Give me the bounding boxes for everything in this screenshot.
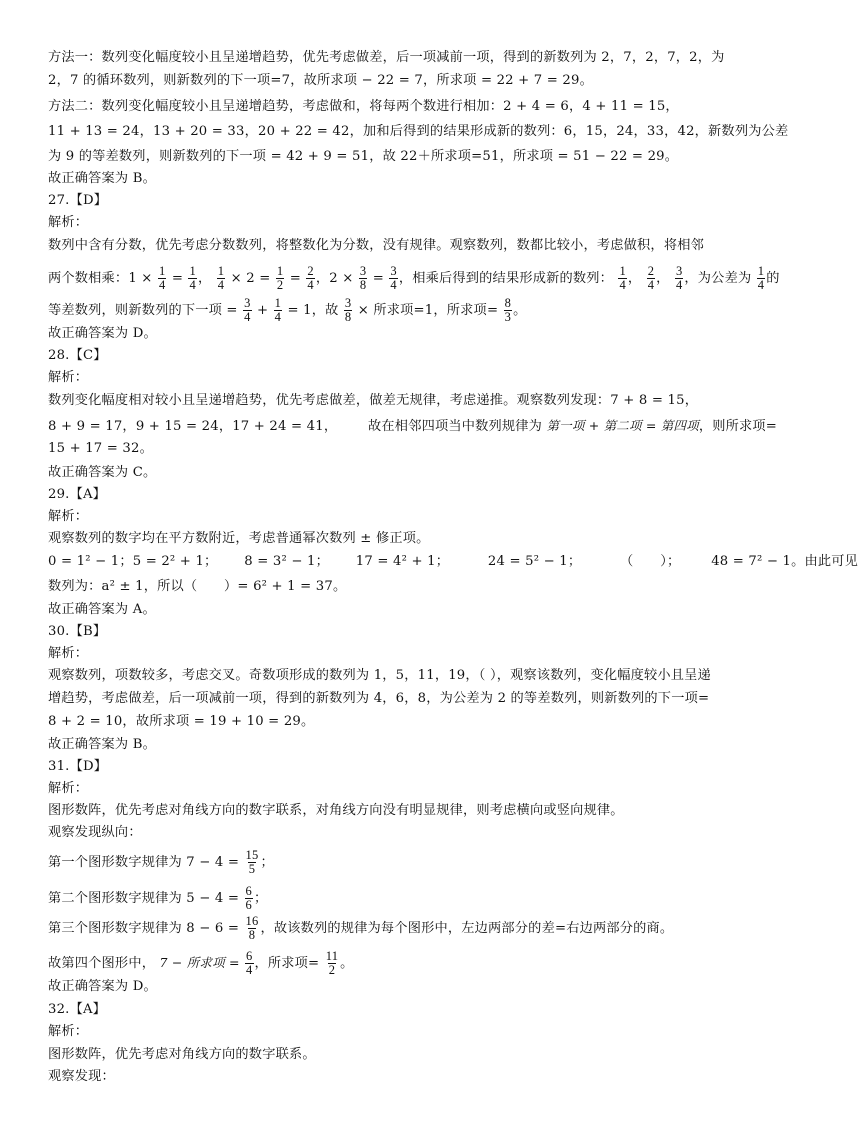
formula-text: 。	[513, 303, 527, 318]
answer-line: 故正确答案为 B。	[48, 737, 156, 752]
text-line: 观察数列的数字均在平方数附近，考虑普通幂次数列 ± 修正项。	[48, 531, 430, 546]
text-line: 数列为：a² ± 1，所以（ ）= 6² + 1 = 37。	[48, 579, 347, 594]
handwritten-formula: 第一项 + 第二项 = 第四项	[546, 418, 699, 433]
formula-text: ，为公差为	[684, 271, 752, 286]
answer-line: 故正确答案为 C。	[48, 465, 157, 480]
question-number: 31.【D】	[48, 759, 108, 774]
formula-text: 的	[766, 271, 780, 286]
formula-text: ，	[197, 271, 212, 286]
answer-line: 故正确答案为 A。	[48, 602, 156, 617]
question-number: 32.【A】	[48, 1002, 107, 1017]
fraction: $\frac{3}{4}$	[675, 264, 683, 292]
fraction: $\frac{1}{4}$	[757, 264, 765, 292]
analysis-label: 解析：	[48, 781, 89, 796]
fraction: $\frac{1}{2}$	[276, 264, 284, 292]
answer-line: 故正确答案为 B。	[48, 171, 156, 186]
fraction: $\frac{6}{6}$	[245, 884, 252, 912]
text-line: 8 + 2 = 10，故所求项 = 19 + 10 = 29。	[48, 714, 315, 729]
formula-text: +	[256, 303, 269, 318]
text-line: 观察数列，项数较多，考虑交叉。奇数项形成的数列为 1，5，11，19，（ ），观察该数列，变化幅度较小且呈递	[48, 668, 711, 683]
formula-text: ，则所求项=	[698, 419, 778, 434]
formula-text: 两个数相乘：1 ×	[48, 271, 153, 286]
formula-text: 17 = 4² + 1；	[355, 554, 450, 569]
formula-text: 48 = 7² − 1。由此可见	[711, 554, 858, 569]
text-line: 15 + 17 = 32。	[48, 441, 153, 456]
fraction: $\frac{8}{3}$	[504, 296, 512, 324]
answer-line: 故正确答案为 D。	[48, 979, 157, 994]
question-number: 29.【A】	[48, 487, 107, 502]
fraction: $\frac{1}{4}$	[217, 264, 225, 292]
formula-text: ；	[260, 855, 274, 870]
text-line: 图形数阵，优先考虑对角线方向的数字联系，对角线方向没有明显规律，则考虑横向或竖向规律。	[48, 803, 624, 818]
formula-text: 故第四个图形中，	[48, 956, 156, 971]
formula-text: ，	[627, 271, 642, 286]
formula-text: 第一个图形数字规律为 7 − 4 =	[48, 855, 240, 870]
fraction: $\frac{1}{4}$	[274, 296, 282, 324]
fraction: $\frac{3}{8}$	[359, 264, 367, 292]
fraction: $\frac{1}{4}$	[158, 264, 166, 292]
formula-text: × 所求项=1，所求项=	[357, 303, 499, 318]
formula-text: ，	[656, 271, 670, 286]
formula-text: =	[372, 271, 384, 286]
text-line: 2，7 的循环数列，则新数列的下一项=7，故所求项 − 22 = 7，所求项 = 22 + 7 = 29。	[48, 73, 593, 88]
analysis-label: 解析：	[48, 1024, 89, 1039]
question-number: 28.【C】	[48, 348, 107, 363]
text-line: 观察发现纵向：	[48, 825, 142, 840]
fraction: $\frac{16}{8}$	[245, 914, 259, 942]
formula-line	[48, 882, 760, 916]
fraction: $\frac{6}{4}$	[246, 949, 253, 977]
text-line: 图形数阵，优先考虑对角线方向的数字联系。	[48, 1047, 316, 1062]
formula-line	[48, 551, 858, 573]
formula-text: ；	[253, 891, 268, 906]
formula-text: =	[289, 271, 301, 286]
formula-text: × 2 =	[230, 271, 271, 286]
text-line: 数列变化幅度相对较小且呈递增趋势，优先考虑做差，做差无规律，考虑递推。观察数列发现：7 + 8 = 15，	[48, 393, 699, 408]
formula-text: 等差数列，则新数列的下一项 =	[48, 303, 238, 318]
analysis-label: 解析：	[48, 215, 89, 230]
formula-text: =	[171, 271, 184, 286]
analysis-label: 解析：	[48, 646, 89, 661]
formula-text: ，所求项=	[254, 956, 320, 971]
formula-text: 。	[340, 956, 354, 971]
handwritten-formula: 7 − 所求项 =	[159, 955, 240, 970]
fraction: $\frac{2}{4}$	[647, 264, 655, 292]
formula-text: 8 + 9 = 17，9 + 15 = 24，17 + 24 = 41，	[48, 419, 338, 434]
fraction: $\frac{1}{4}$	[189, 264, 196, 292]
formula-text: ，相乘后得到的结果形成新的数列：	[398, 271, 614, 286]
formula-text: = 1，故	[287, 303, 339, 318]
answer-line: 故正确答案为 D。	[48, 326, 157, 341]
text-line: 方法二：数列变化幅度较小且呈递增趋势，考虑做和，将每两个数进行相加：2 + 4 = 6，4 + 11 = 15，	[48, 99, 679, 114]
question-number: 27.【D】	[48, 193, 108, 208]
question-number: 30.【B】	[48, 624, 107, 639]
formula-line	[48, 912, 760, 946]
fraction: $\frac{3}{4}$	[390, 264, 397, 292]
formula-text: （ ）；	[620, 554, 681, 569]
formula-text: 0 = 1² − 1；5 = 2² + 1；	[48, 554, 218, 569]
formula-text: 故在相邻四项当中数列规律为	[368, 419, 543, 434]
fraction: $\frac{11}{2}$	[325, 949, 339, 977]
formula-text: 第二个图形数字规律为 5 − 4 =	[48, 891, 240, 906]
text-line: 为 9 的等差数列，则新数列的下一项 = 42 + 9 = 51，故 22＋所求项=51，所求项 = 51 − 22 = 29。	[48, 149, 679, 164]
formula-text: ，故该数列的规律为每个图形中，左边两部分的差=右边两部分的商。	[260, 921, 674, 936]
analysis-label: 解析：	[48, 509, 89, 524]
formula-text: ，2 ×	[315, 271, 354, 286]
fraction: $\frac{3}{8}$	[344, 296, 352, 324]
fraction: $\frac{15}{5}$	[245, 848, 259, 876]
formula-line	[48, 846, 760, 880]
text-line: 观察发现：	[48, 1069, 115, 1084]
text-line: 增趋势，考虑做差，后一项减前一项，得到的新数列为 4，6，8，为公差为 2 的等差数列，则新数列的下一项=	[48, 691, 710, 706]
text-line: 11 + 13 = 24，13 + 20 = 33，20 + 22 = 42，加和后得到的结果形成新的数列：6，15，24，33，42，新数列为公差	[48, 124, 789, 139]
fraction: $\frac{1}{4}$	[619, 264, 626, 292]
formula-line	[48, 415, 778, 438]
formula-text: 第三个图形数字规律为 8 − 6 =	[48, 921, 240, 936]
analysis-label: 解析：	[48, 370, 89, 385]
formula-text: 8 = 3² − 1；	[244, 554, 329, 569]
fraction: $\frac{2}{4}$	[307, 264, 314, 292]
formula-text: 24 = 5² − 1；	[487, 554, 582, 569]
formula-line	[48, 262, 780, 296]
fraction: $\frac{3}{4}$	[244, 296, 251, 324]
text-line: 数列中含有分数，优先考虑分数数列，将整数化为分数，没有规律。观察数列，数都比较小，考虑做积，将相邻	[48, 238, 704, 253]
text-line: 方法一：数列变化幅度较小且呈递增趋势，优先考虑做差，后一项减前一项，得到的新数列为 2，7，2，7，2，为	[48, 50, 725, 65]
